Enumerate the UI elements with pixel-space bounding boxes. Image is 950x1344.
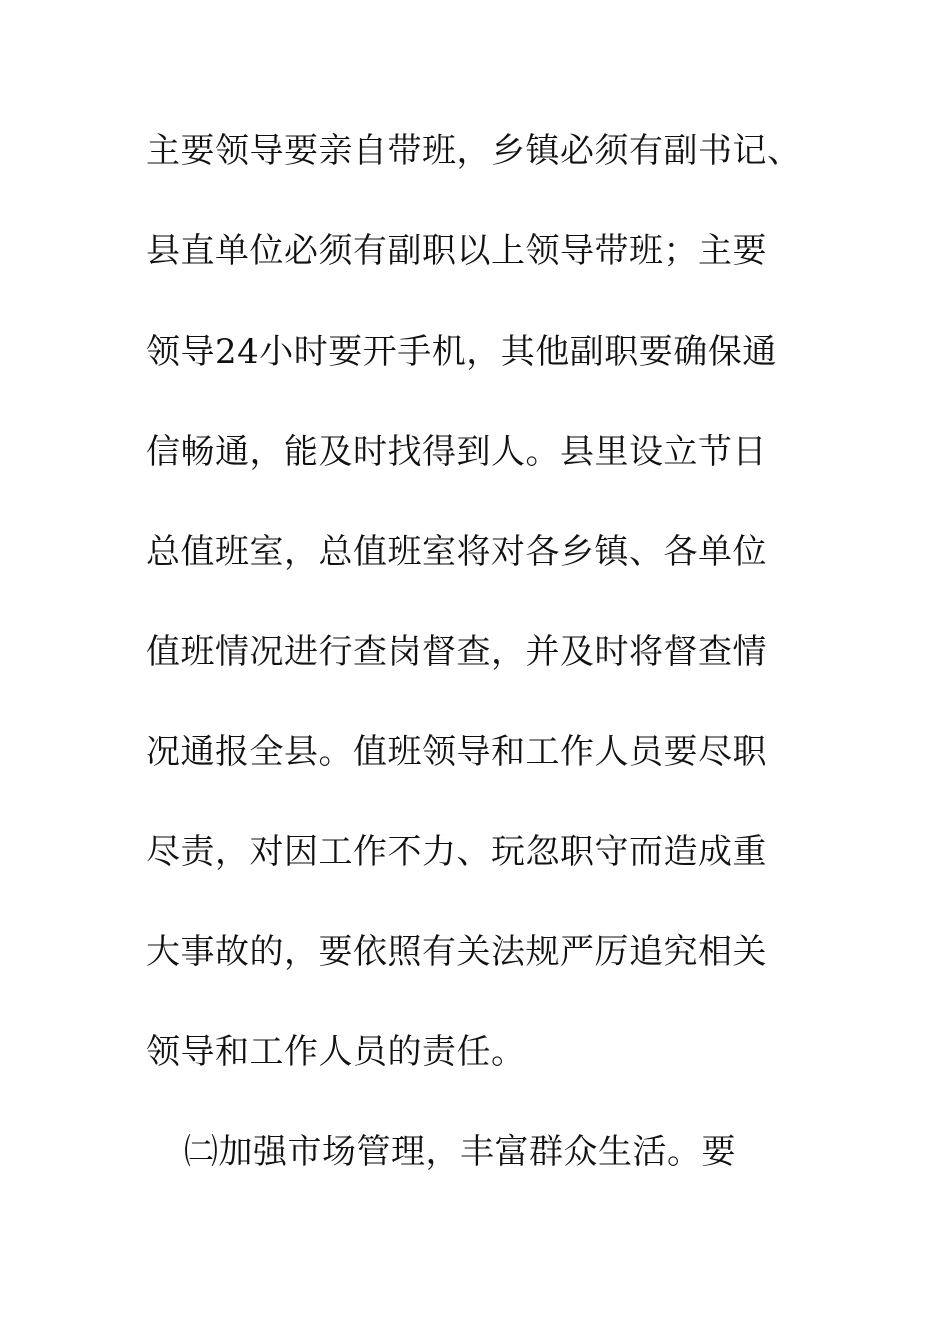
body-text-line: 总值班室，总值班室将对各乡镇、各单位 (146, 532, 767, 572)
section-heading-line: ㈡加强市场管理，丰富群众生活。要 (184, 1132, 736, 1172)
body-text-line: 值班情况进行查岗督查，并及时将督查情 (146, 632, 767, 672)
body-text-line: 领导和工作人员的责任。 (146, 1032, 526, 1072)
body-text-line: 信畅通，能及时找得到人。县里设立节日 (146, 432, 767, 472)
body-text-line: 主要领导要亲自带班，乡镇必须有副书记、 (146, 131, 802, 171)
body-text-line: 领导24小时要开手机，其他副职要确保通 (146, 332, 777, 372)
body-text-line: 况通报全县。值班领导和工作人员要尽职 (146, 732, 767, 772)
body-text-line: 县直单位必须有副职以上领导带班；主要 (146, 231, 767, 271)
body-text-line: 尽责，对因工作不力、玩忽职守而造成重 (146, 832, 767, 872)
body-text-line: 大事故的，要依照有关法规严厉追究相关 (146, 932, 767, 972)
